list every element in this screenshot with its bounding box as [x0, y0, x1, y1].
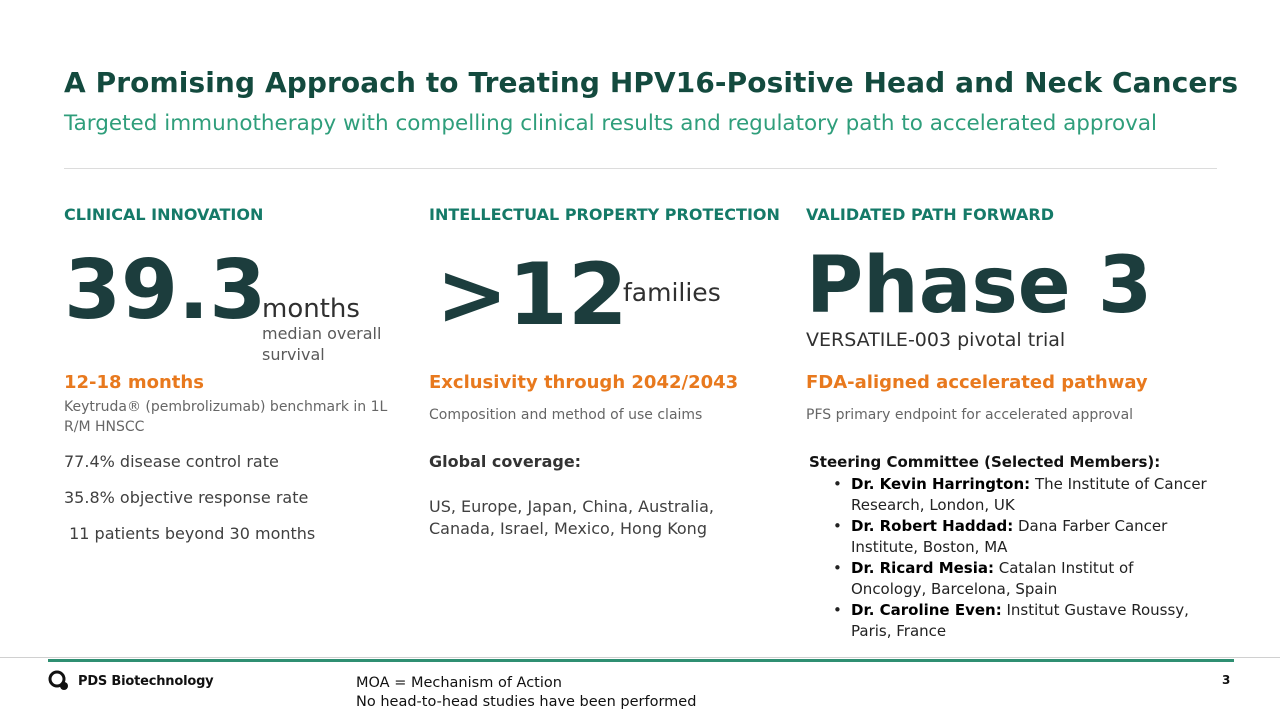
member-name: Dr. Ricard Mesia: — [851, 559, 994, 577]
logo-text: PDS Biotechnology — [78, 673, 214, 689]
committee-member — [827, 600, 1207, 642]
header-divider — [64, 168, 1217, 169]
pathway-note: PFS primary endpoint for accelerated approval — [806, 407, 1134, 423]
footnote-moa: MOA = Mechanism of Action — [356, 675, 562, 691]
trial-name: VERSATILE-003 pivotal trial — [806, 329, 1066, 351]
member-name: Dr. Robert Haddad: — [851, 517, 1014, 535]
committee-member — [827, 516, 1207, 558]
member-affiliation: Catalan Institut of Oncology, Barcelona, Spain — [851, 559, 1134, 598]
steering-committee-list — [827, 474, 1207, 642]
clinical-big-value: 39.3 — [64, 243, 267, 338]
path-heading: VALIDATED PATH FORWARD — [806, 205, 1054, 224]
benchmark-note: Keytruda® (pembrolizumab) benchmark in 1L R/M HNSCC — [64, 399, 388, 435]
footer-divider — [0, 657, 1280, 658]
pathway-label: FDA-aligned accelerated pathway — [806, 372, 1148, 393]
clinical-heading: CLINICAL INNOVATION — [64, 205, 264, 224]
benchmark-value: 12-18 months — [64, 372, 204, 393]
ip-big-value: >12 — [436, 245, 628, 345]
exclusivity-label: Exclusivity through 2042/2043 — [429, 372, 739, 393]
steering-committee-title: Steering Committee (Selected Members): — [809, 453, 1161, 471]
committee-member — [827, 558, 1207, 600]
stat-long-term-patients: 11 patients beyond 30 months — [64, 524, 316, 543]
stat-disease-control: 77.4% disease control rate — [64, 452, 279, 471]
footnotes — [356, 674, 696, 712]
member-affiliation: Dana Farber Cancer Institute, Boston, MA — [851, 517, 1168, 556]
stat-objective-response: 35.8% objective response rate — [64, 488, 309, 507]
exclusivity-note: Composition and method of use claims — [429, 407, 703, 423]
member-affiliation: The Institute of Cancer Research, London, UK — [851, 475, 1207, 514]
clinical-unit: months — [262, 294, 360, 324]
coverage-list: US, Europe, Japan, China, Australia, Canada, Israel, Mexico, Hong Kong — [429, 497, 715, 538]
page-subtitle: Targeted immunotherapy with compelling clinical results and regulatory path to accelerated approval — [64, 111, 1157, 136]
clinical-unit-caption: median overall survival — [262, 324, 382, 364]
page-title: A Promising Approach to Treating HPV16-Positive Head and Neck Cancers — [64, 66, 1239, 99]
path-big-value: Phase 3 — [806, 241, 1153, 331]
company-logo — [48, 670, 213, 692]
page-number: 3 — [1222, 673, 1231, 687]
pds-logo-icon — [48, 670, 70, 692]
ip-unit: families — [623, 278, 721, 307]
ip-heading: INTELLECTUAL PROPERTY PROTECTION — [429, 205, 780, 224]
member-name: Dr. Kevin Harrington: — [851, 475, 1031, 493]
coverage-label: Global coverage: — [429, 452, 582, 471]
footnote-head-to-head: No head-to-head studies have been performed — [356, 694, 697, 710]
footer-accent-bar — [48, 659, 1234, 662]
committee-member — [827, 474, 1207, 516]
member-affiliation: Institut Gustave Roussy, Paris, France — [851, 601, 1189, 640]
member-name: Dr. Caroline Even: — [851, 601, 1002, 619]
